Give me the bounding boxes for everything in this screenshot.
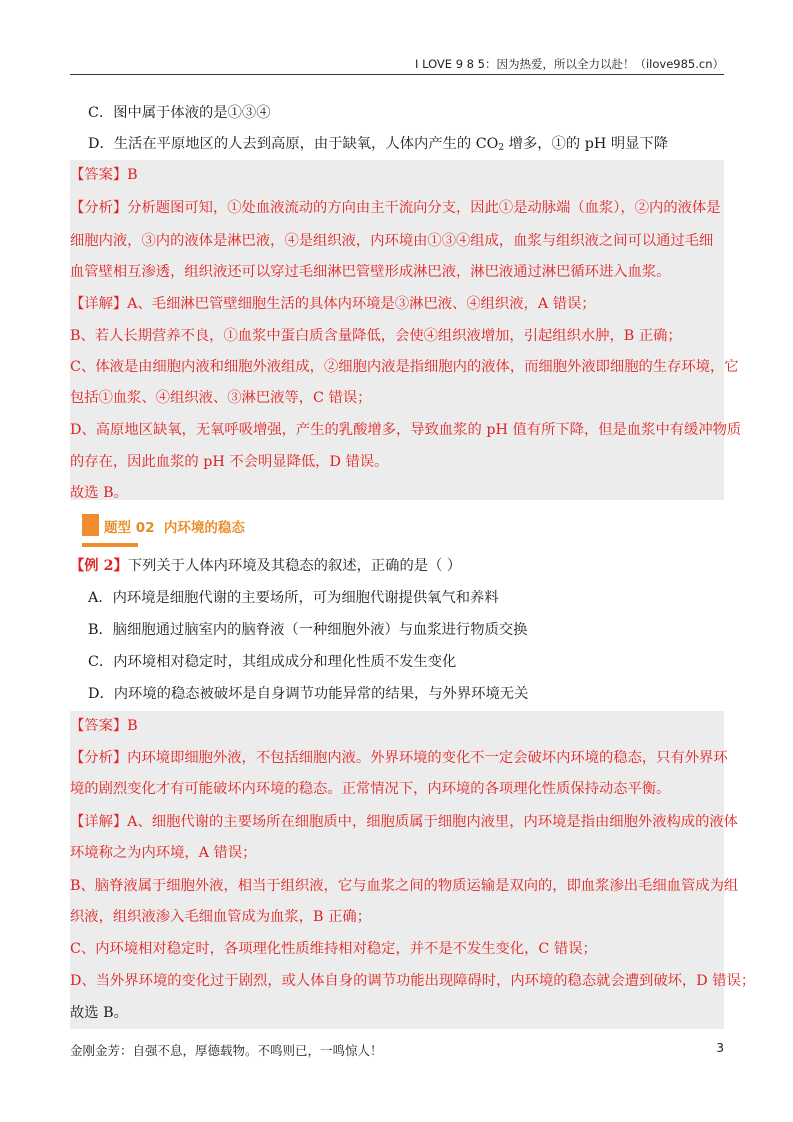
q2-option: B．脑细胞通过脑室内的脑脊液（一种细胞外液）与血浆进行物质交换: [88, 622, 528, 638]
detail-1-line: C、体液是由细胞内液和细胞外液组成，②细胞内液是指细胞内的液体，而细胞外液即细胞的生存环境，它: [70, 359, 739, 375]
conclusion-1: 故选 B。: [70, 485, 128, 501]
detail-1-line: 的存在，因此血浆的 pH 不会明显降低，D 错误。: [70, 454, 389, 470]
detail-2-line: B、脑脊液属于细胞外液，相当于组织液，它与血浆之间的物质运输是双向的，即血浆渗出毛细血管成为组: [70, 878, 739, 894]
detail-1-line: 【详解】A、毛细淋巴管壁细胞生活的具体内环境是③淋巴液、④组织液，A 错误；: [70, 296, 596, 312]
footer-motto: 金刚金芳：自强不息，厚德载物。不鸣则已，一鸣惊人！: [70, 1043, 383, 1058]
detail-2-line: 织液，组织液渗入毛细血管成为血浆，B 正确；: [70, 909, 371, 925]
analysis-1-line: 细胞内液，③内的液体是淋巴液，④是组织液，内环境由①③④组成，血浆与组织液之间可以通过毛细: [70, 233, 714, 249]
conclusion-2: 故选 B。: [70, 1005, 128, 1021]
detail-2-line: D、当外界环境的变化过于剧烈，或人体自身的调节功能出现障碍时，内环境的稳态就会遭到破坏，D 错误；: [70, 973, 756, 989]
q2-stem: 【例 2】下列关于人体内环境及其稳态的叙述，正确的是（ ）: [70, 558, 462, 574]
q2-option: D．内环境的稳态被破坏是自身调节功能异常的结果，与外界环境无关: [88, 686, 529, 702]
analysis-1-line: 【分析】分析题图可知，①处血液流动的方向由主干流向分支，因此①是动脉端（血浆），②内的液体是: [70, 200, 721, 216]
analysis-2-line: 境的剧烈变化才有可能破坏内环境的稳态。正常情况下，内环境的各项理化性质保持动态平衡。: [70, 781, 671, 797]
detail-1-line: D、高原地区缺氧，无氧呼吸增强，产生的乳酸增多，导致血浆的 pH 值有所下降，但是血浆中有缓冲物质: [70, 422, 742, 438]
analysis-2-line: 【分析】内环境即细胞外液，不包括细胞内液。外界环境的变化不一定会破坏内环境的稳态，只有外界环: [70, 750, 728, 766]
answer-1: 【答案】B: [70, 167, 138, 183]
q1-option-c: C．图中属于体液的是①③④: [88, 105, 271, 121]
section-label: 题型 02: [104, 520, 155, 536]
q1-option-d: D．生活在平原地区的人去到高原，由于缺氧，人体内产生的 $CO_2$ 增多，①的 pH 明显下降: [88, 136, 669, 153]
detail-2-line: 环境称之为内环境，A 错误；: [70, 845, 257, 861]
q2-tag: 【例 2】: [70, 558, 128, 574]
detail-1-line: B、若人长期营养不良，①血浆中蛋白质含量降低，会使④组织液增加，引起组织水肿，B 正确；: [70, 328, 682, 344]
header-divider: [70, 74, 724, 75]
page-number: 3: [716, 1041, 724, 1055]
section-underline: [82, 543, 138, 547]
detail-1-line: 包括①血浆、④组织液、③淋巴液等，C 错误；: [70, 390, 372, 406]
answer-2: 【答案】B: [70, 718, 138, 734]
page-header: I LOVE 9 8 5：因为热爱，所以全力以赴！（ilove985.cn）: [415, 57, 724, 71]
section-name: 内环境的稳态: [163, 520, 245, 536]
section-marker-icon: [82, 514, 99, 536]
q2-option: A．内环境是细胞代谢的主要场所，可为细胞代谢提供氧气和养料: [88, 590, 499, 606]
section-title: [82, 514, 382, 548]
q2-option: C．内环境相对稳定时，其组成成分和理化性质不发生变化: [88, 654, 457, 670]
detail-2-line: 【详解】A、细胞代谢的主要场所在细胞质中，细胞质属于细胞内液里，内环境是指由细胞外液构成的液体: [70, 814, 738, 830]
detail-2-line: C、内环境相对稳定时，各项理化性质维持相对稳定，并不是不发生变化，C 错误；: [70, 941, 597, 957]
analysis-1-line: 血管壁相互渗透，组织液还可以穿过毛细淋巴管壁形成淋巴液，淋巴液通过淋巴循环进入血浆。: [70, 264, 671, 280]
